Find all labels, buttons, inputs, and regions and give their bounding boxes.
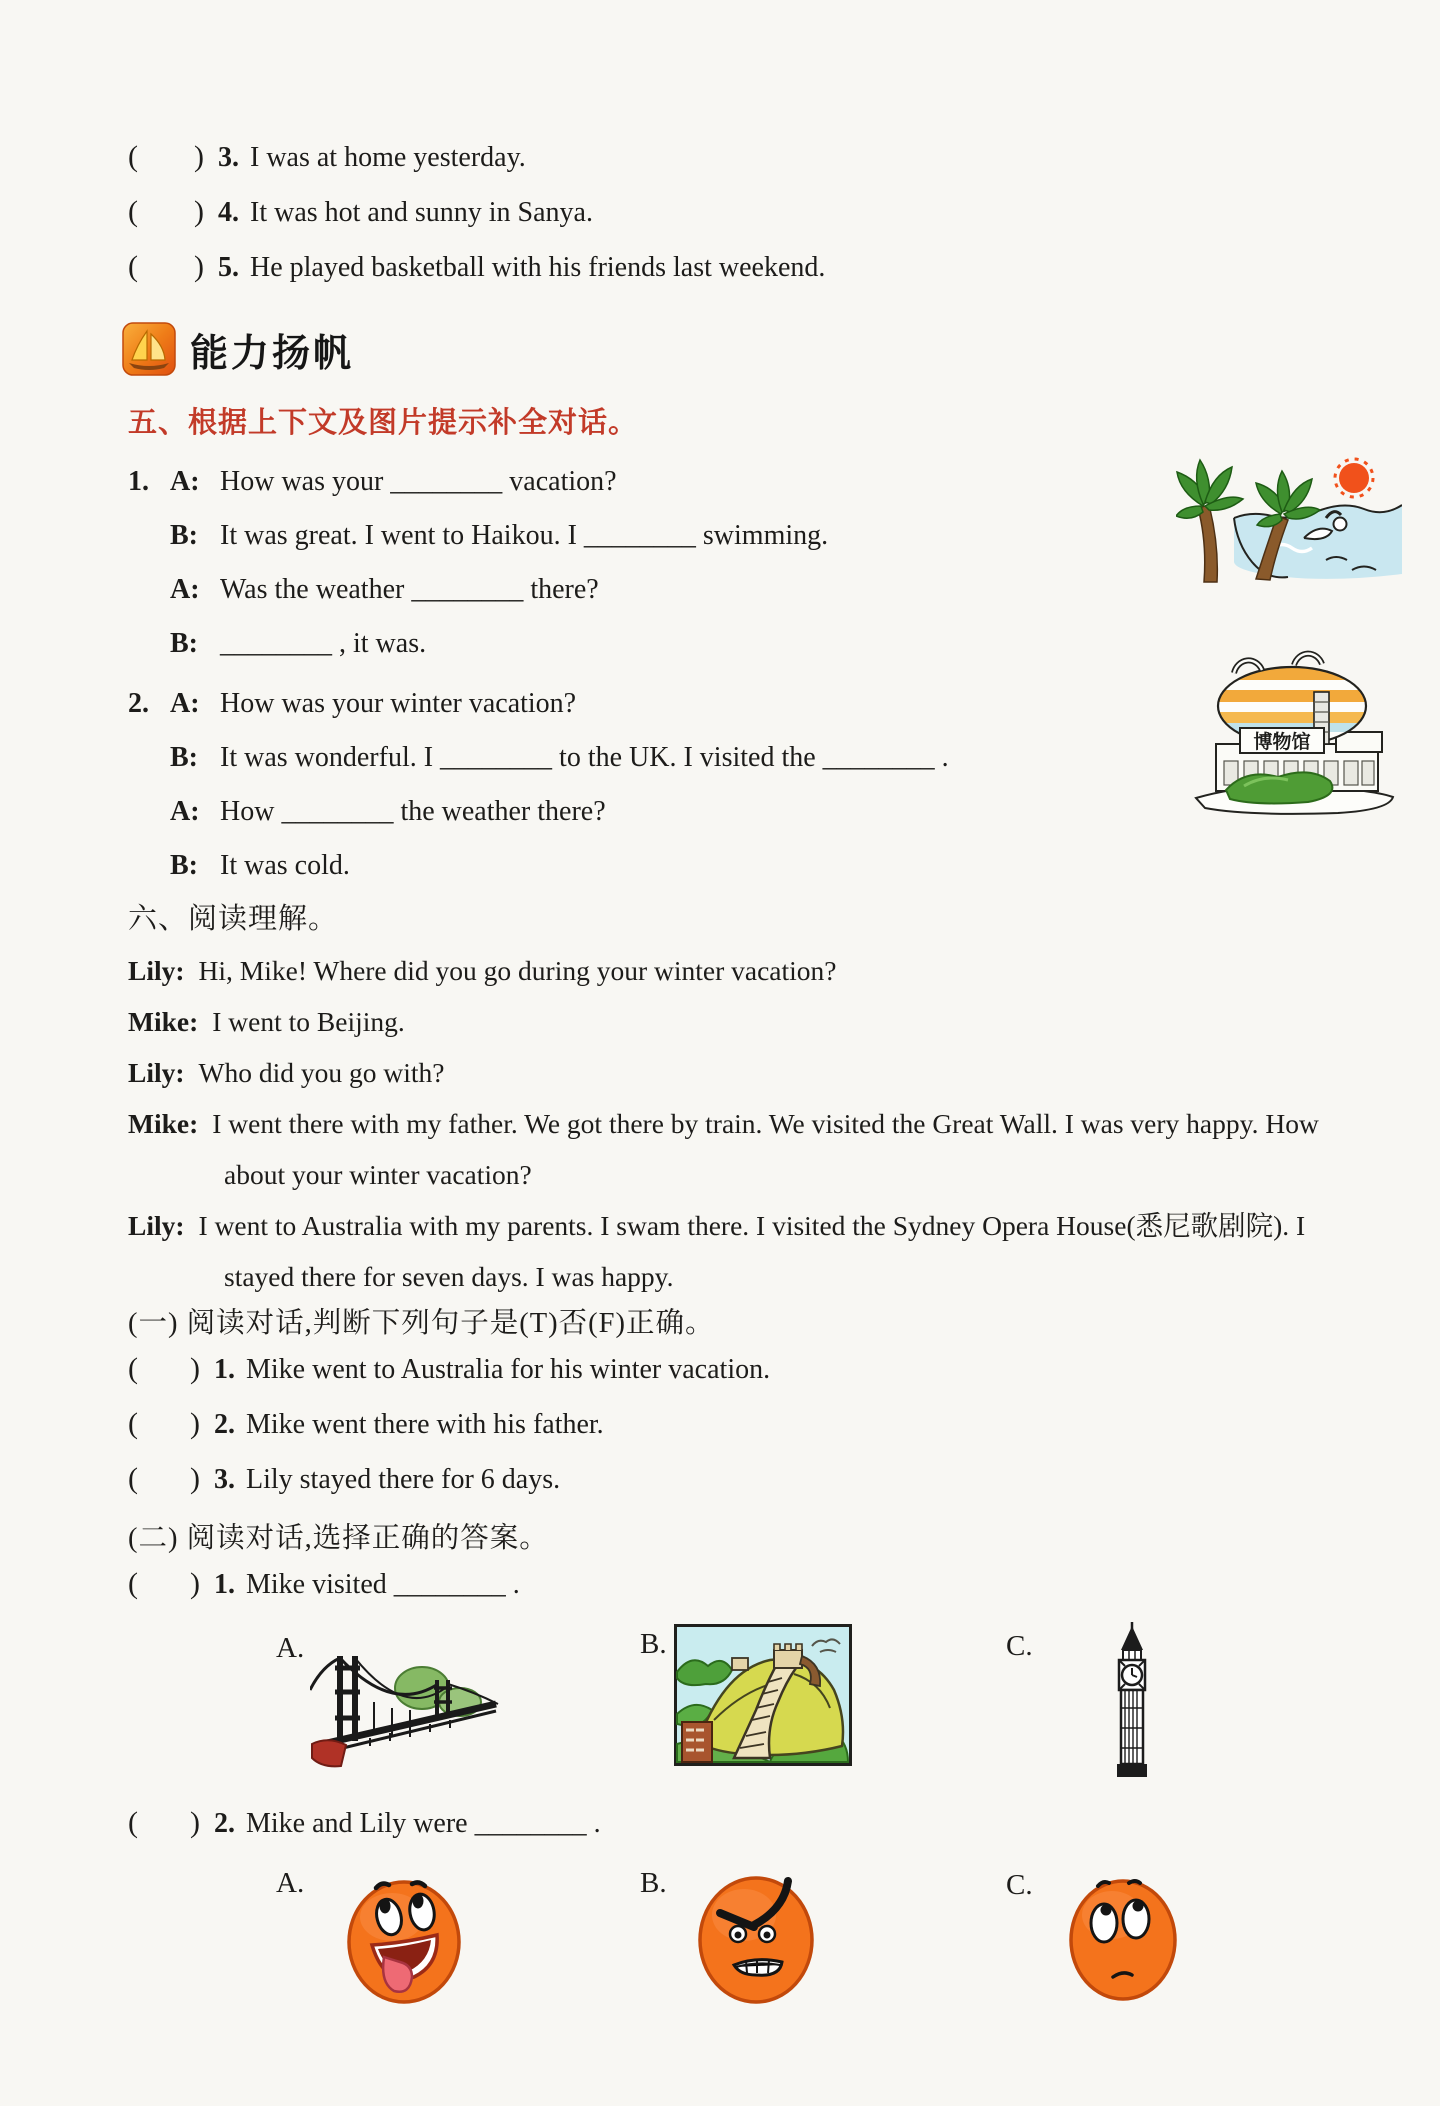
suspension-bridge-illustration	[310, 1648, 500, 1772]
dialogue-text: I went there with my father. We got there by train. We visited the Great Wall. I was very happy. How about your winter vacation?	[212, 1108, 1319, 1190]
dialogue-text: How was your winter vacation?	[220, 688, 577, 719]
question-number: 2.	[214, 1409, 235, 1440]
dialogue-line	[128, 1098, 1378, 1200]
dialogue-line	[128, 996, 1378, 1047]
speaker-label: B:	[170, 628, 198, 659]
question-number: 5.	[218, 252, 239, 283]
tf-item	[128, 140, 1384, 175]
dialogue-line	[128, 1200, 1378, 1302]
speaker-label: Mike:	[128, 1108, 199, 1139]
answer-paren-close: )	[190, 1352, 200, 1385]
question-text: Mike went there with his father.	[246, 1409, 604, 1440]
speaker-label: B:	[170, 520, 198, 551]
speaker-label: A:	[170, 688, 200, 719]
speaker-label: A:	[170, 466, 200, 497]
dialogue-text: I went to Beijing.	[212, 1006, 405, 1037]
beach-swimming-illustration	[1176, 452, 1402, 592]
answer-paren-close: )	[194, 250, 204, 283]
tf-item	[128, 1352, 1384, 1387]
section-banner	[122, 321, 1384, 377]
dialogue-text: How was your ________ vacation?	[220, 466, 617, 497]
dialogue-text: It was cold.	[220, 850, 350, 881]
dialogue-line	[128, 1047, 1378, 1098]
part2-heading: (二) 阅读对话,选择正确的答案。	[128, 1523, 549, 1554]
dialogue-text: How ________ the weather there?	[220, 796, 606, 827]
option-label-b: B.	[640, 1867, 667, 1899]
answer-paren-close: )	[194, 140, 204, 173]
speaker-label: B:	[170, 742, 198, 773]
worried-face-emoji	[1066, 1875, 1180, 2003]
question-text: Mike and Lily were ________ .	[246, 1808, 601, 1839]
question-number: 1.	[214, 1354, 235, 1385]
great-wall-illustration	[674, 1624, 852, 1766]
dialogue-text: Who did you go with?	[198, 1057, 445, 1088]
dialogue-text: Hi, Mike! Where did you go during your winter vacation?	[198, 955, 837, 986]
sailboat-icon	[122, 322, 176, 376]
tf-item	[128, 1407, 1384, 1442]
answer-paren-close: )	[190, 1407, 200, 1440]
q2-options-row	[128, 1861, 1384, 2036]
dialogue-line	[128, 839, 1384, 893]
speaker-label: Lily:	[128, 1210, 185, 1241]
option-label-a: A.	[276, 1867, 305, 1899]
tf-item	[128, 250, 1384, 285]
question-text: Mike visited ________ .	[246, 1569, 520, 1600]
speaker-label: Mike:	[128, 1006, 199, 1037]
part1-heading: (一) 阅读对话,判断下列句子是(T)否(F)正确。	[128, 1308, 715, 1339]
angry-face-emoji	[694, 1871, 818, 2005]
speaker-label: A:	[170, 796, 200, 827]
speaker-label: Lily:	[128, 1057, 185, 1088]
choice-question-2	[128, 1806, 1384, 1841]
question-number: 4.	[218, 197, 239, 228]
happy-face-emoji	[344, 1875, 464, 2005]
reading-dialogue	[128, 945, 1378, 1302]
q1-options-row	[128, 1622, 1384, 1790]
choice-question-1	[128, 1567, 1384, 1602]
question-text: He played basketball with his friends last weekend.	[250, 252, 826, 283]
option-label-c: C.	[1006, 1869, 1033, 1901]
dialogue-number: 1.	[128, 466, 149, 497]
answer-paren-open: (	[128, 140, 138, 173]
dialogue-text: It was wonderful. I ________ to the UK. I visited the ________ .	[220, 742, 949, 773]
question-text: Lily stayed there for 6 days.	[246, 1464, 561, 1495]
answer-paren-close: )	[194, 195, 204, 228]
dialogue-text: It was great. I went to Haikou. I ________ swimming.	[220, 520, 829, 551]
section5-heading: 五、根据上下文及图片提示补全对话。	[128, 407, 639, 439]
museum-sign-text: 博物馆	[1253, 732, 1311, 753]
tf-item	[128, 195, 1384, 230]
part1-items	[128, 1352, 1384, 1497]
answer-paren-open: (	[128, 1567, 138, 1600]
big-ben-illustration	[1108, 1622, 1156, 1780]
answer-paren-open: (	[128, 195, 138, 228]
answer-paren-open: (	[128, 1806, 138, 1839]
answer-paren-open: (	[128, 250, 138, 283]
question-number: 2.	[214, 1808, 235, 1839]
tf-item	[128, 1462, 1384, 1497]
dialogue-text: ________ , it was.	[220, 628, 427, 659]
option-label-b: B.	[640, 1628, 667, 1660]
answer-paren-open: (	[128, 1462, 138, 1495]
museum-building-illustration	[1188, 648, 1400, 820]
dialogue-number: 2.	[128, 688, 149, 719]
section6-heading: 六、阅读理解。	[128, 903, 339, 935]
question-text: Mike went to Australia for his winter vacation.	[246, 1354, 771, 1385]
answer-paren-close: )	[190, 1462, 200, 1495]
speaker-label: A:	[170, 574, 200, 605]
answer-paren-close: )	[190, 1806, 200, 1839]
answer-paren-open: (	[128, 1407, 138, 1440]
speaker-label: B:	[170, 850, 198, 881]
dialogue-line	[128, 945, 1378, 996]
question-text: It was hot and sunny in Sanya.	[250, 197, 593, 228]
dialogue-text: Was the weather ________ there?	[220, 574, 599, 605]
speaker-label: Lily:	[128, 955, 185, 986]
question-number: 3.	[218, 142, 239, 173]
question-number: 1.	[214, 1569, 235, 1600]
answer-paren-open: (	[128, 1352, 138, 1385]
question-text: I was at home yesterday.	[250, 142, 526, 173]
dialogue-text: I went to Australia with my parents. I swam there. I visited the Sydney Opera House(悉尼歌剧院). I stayed there for seven days. I was happy.	[198, 1210, 1306, 1292]
option-label-a: A.	[276, 1632, 305, 1664]
question-number: 3.	[214, 1464, 235, 1495]
answer-paren-close: )	[190, 1567, 200, 1600]
option-label-c: C.	[1006, 1630, 1033, 1662]
section-banner-title: 能力扬帆	[190, 332, 355, 375]
